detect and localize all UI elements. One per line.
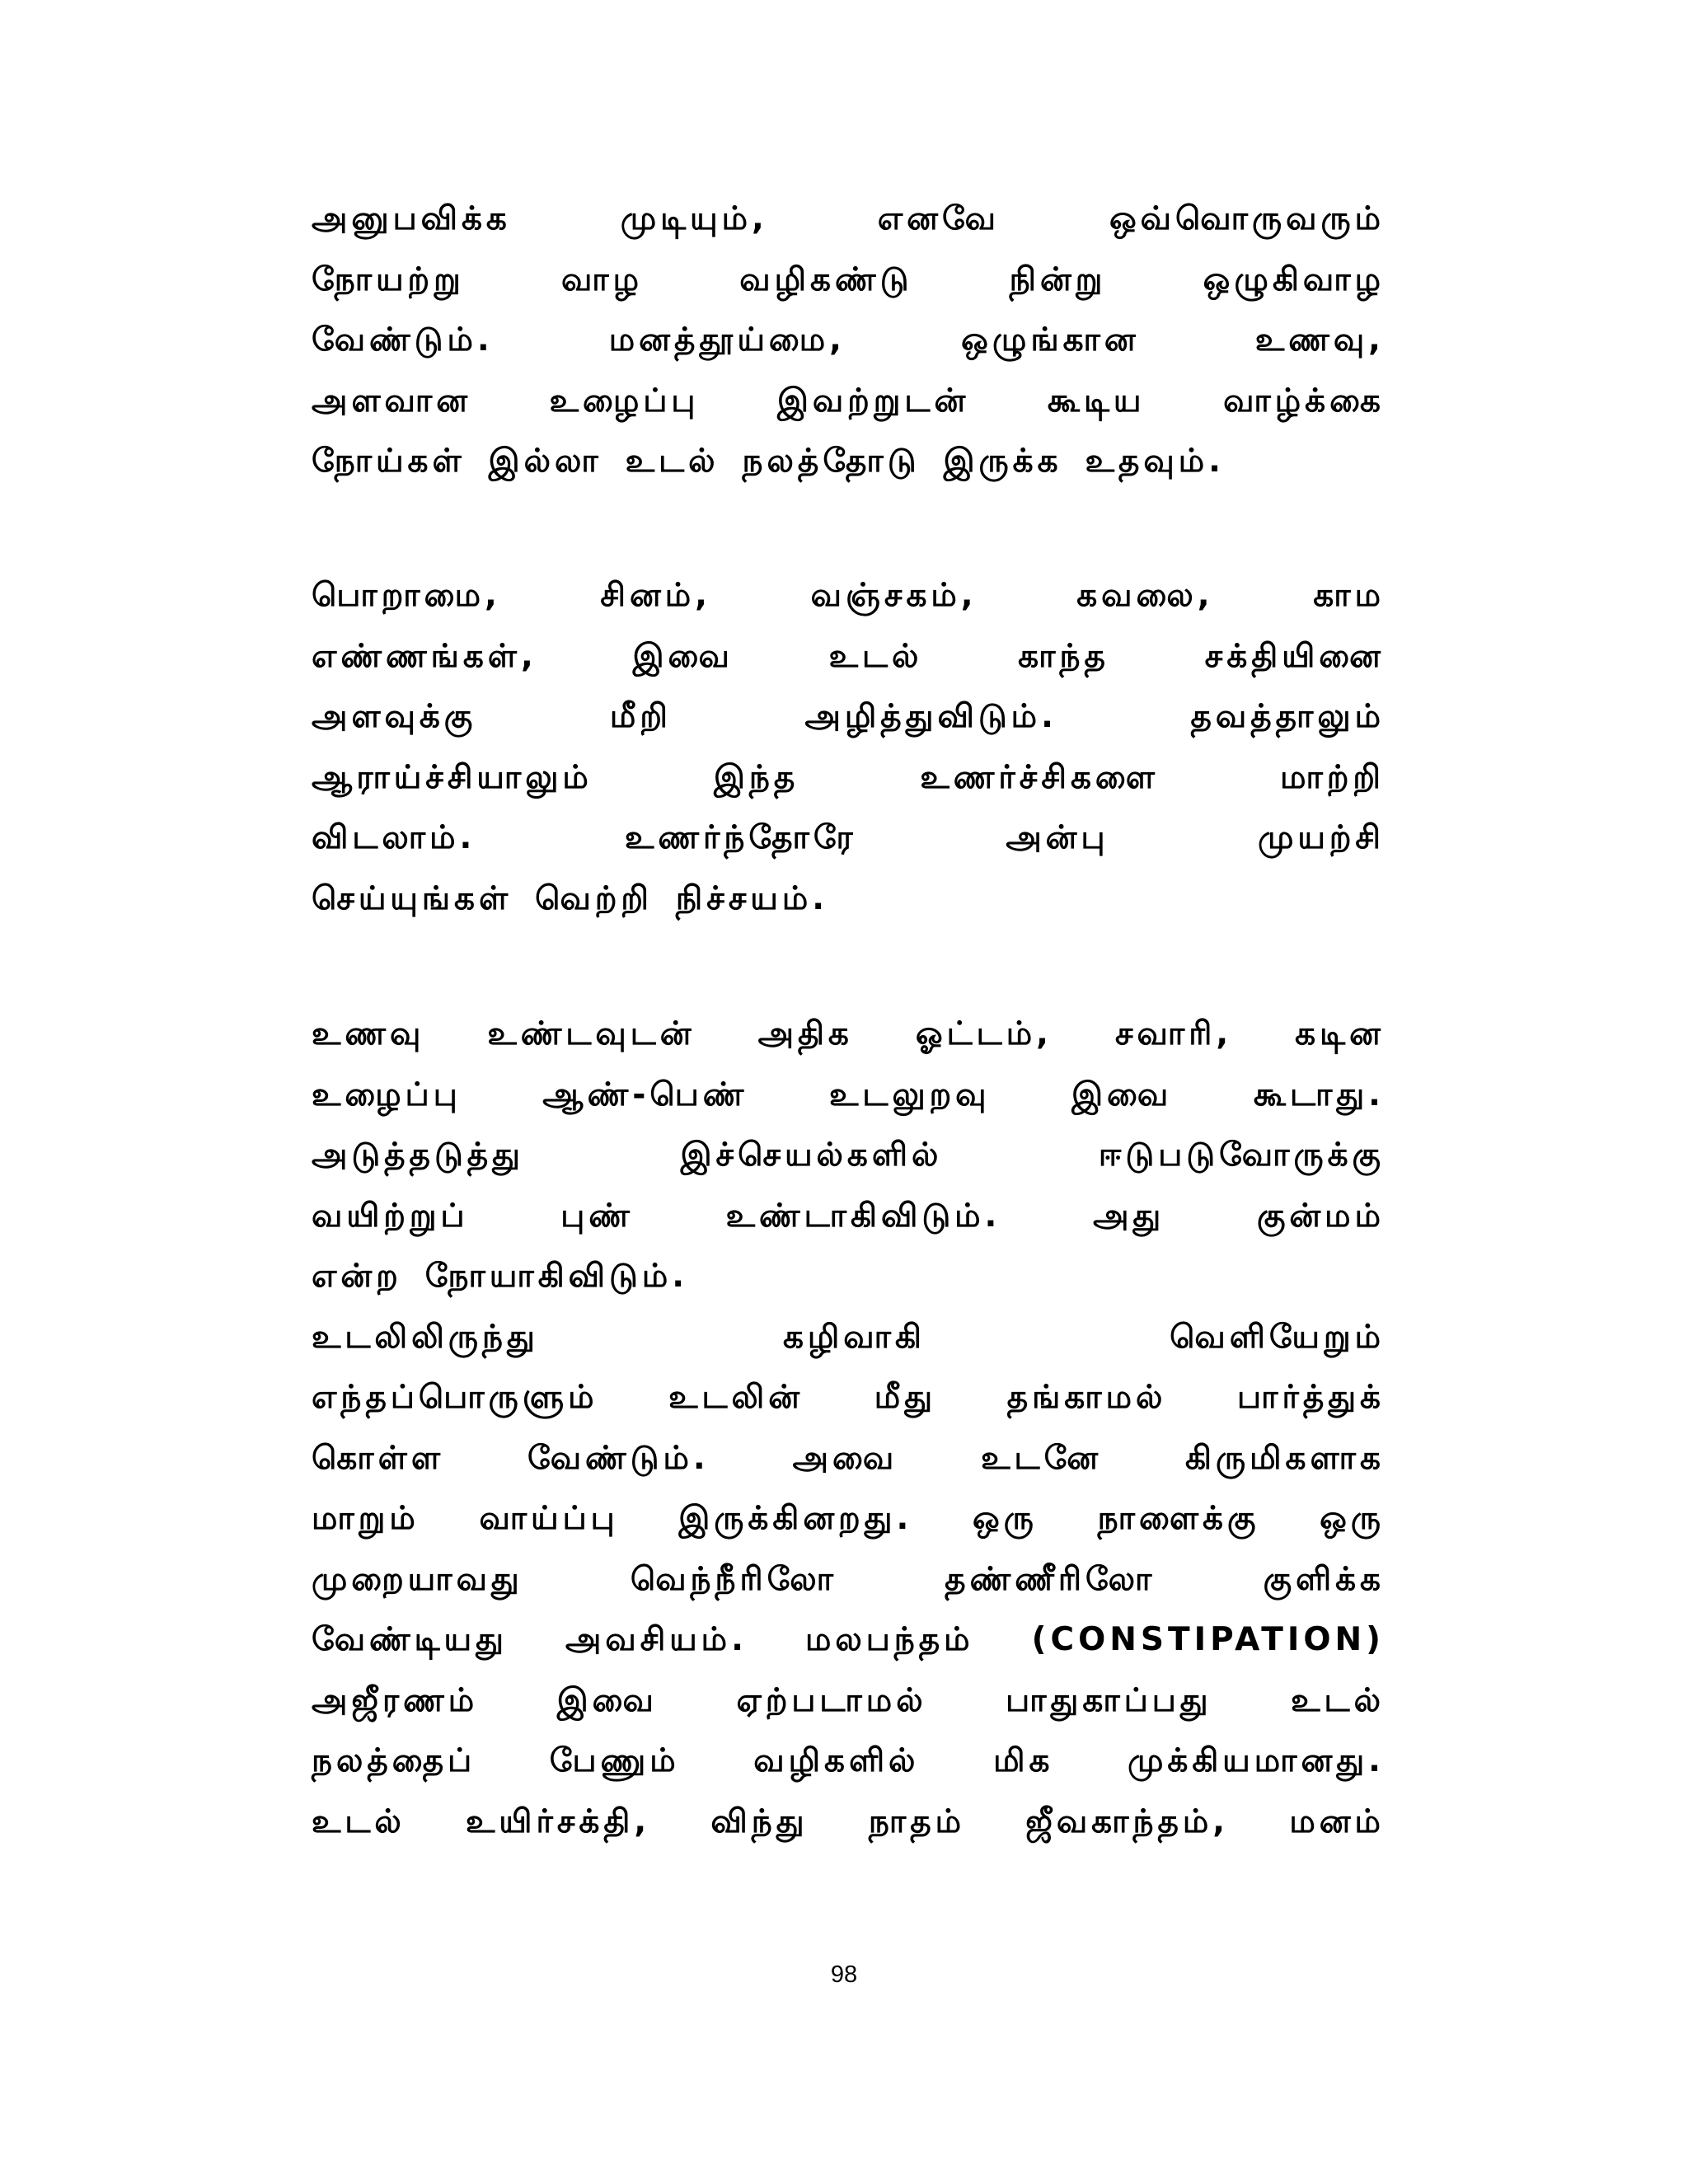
text-line [312, 378, 1385, 424]
word: ஈடுபடுவோருக்கு [1098, 1137, 1385, 1174]
word: நலத்தைப் [312, 1742, 476, 1779]
text-line [312, 1193, 1385, 1240]
word: இவை [1071, 1076, 1173, 1113]
word: வயிற்றுப் [312, 1197, 469, 1235]
word: ஆண்-பெண் [542, 1076, 748, 1113]
word: நோய்கள் [312, 443, 466, 480]
word: முறையாவது [312, 1561, 523, 1598]
word: உயிர்சக்தி, [466, 1803, 651, 1840]
text-line [312, 1375, 1385, 1421]
text-line [312, 1678, 1385, 1724]
word: உழைப்பு [312, 1076, 462, 1113]
word: உடலுறவு [829, 1076, 991, 1113]
word: உடல் [625, 443, 720, 480]
text-line [312, 1011, 1385, 1057]
word: கழிவாகி [782, 1319, 926, 1356]
word: இவை [556, 1682, 658, 1719]
word: உண்டவுடன் [487, 1015, 696, 1052]
word: என்ற [312, 1258, 402, 1295]
word: முடியும், [620, 200, 768, 237]
word: குன்மம் [1256, 1197, 1385, 1235]
text-line [312, 694, 1385, 740]
word: பேணும் [549, 1742, 680, 1779]
word: மாறும் [312, 1500, 420, 1537]
word: இவற்றுடன் [777, 382, 970, 419]
word: பொறாமை, [312, 577, 501, 614]
text-line [312, 317, 1385, 363]
word: உணவு [312, 1015, 425, 1052]
text-line [312, 438, 1385, 485]
text-line [312, 1072, 1385, 1118]
word: நாதம் [868, 1803, 966, 1840]
word: ஒரு [973, 1500, 1038, 1537]
word: நலத்தோடு [742, 443, 921, 480]
text-line [312, 755, 1385, 801]
word: உணர்ச்சிகளை [920, 759, 1159, 796]
word: கவலை, [1076, 577, 1214, 614]
word: சவாரி, [1114, 1015, 1233, 1052]
word: அவசியம். [565, 1621, 748, 1658]
word: நாளைக்கு [1097, 1500, 1260, 1537]
word: (CONSTIPATION) [1031, 1621, 1385, 1658]
word: ஜீவகாந்தம், [1025, 1803, 1230, 1840]
text-line [312, 876, 1385, 922]
word: பார்த்துக் [1237, 1379, 1385, 1416]
word: மீது [874, 1379, 937, 1416]
word: இச்செயல்களில் [680, 1137, 943, 1174]
word: கடின [1295, 1015, 1385, 1052]
word: வழிகளில் [753, 1742, 920, 1779]
word: வெளியேறும் [1170, 1319, 1385, 1356]
word: அனுபவிக்க [312, 200, 511, 237]
word: அதிக [757, 1015, 853, 1052]
word: தவத்தாலும் [1190, 698, 1385, 735]
text-line [312, 1436, 1385, 1482]
word: நோயாகிவிடும். [424, 1258, 689, 1295]
word: செய்யுங்கள் [312, 880, 513, 917]
word: மிக [993, 1742, 1054, 1779]
word: இந்த [713, 759, 799, 796]
word: சக்தியினை [1204, 638, 1385, 675]
word: உடனே [981, 1440, 1103, 1477]
word: எனவே [877, 200, 1000, 237]
word: உதவும். [1085, 443, 1225, 480]
word: கூடிய [1047, 382, 1146, 419]
text-line [312, 257, 1385, 303]
word: வெந்நீரிலோ [630, 1561, 838, 1598]
word: வழிகண்டு [739, 261, 913, 298]
word: அழித்துவிடும். [804, 698, 1057, 735]
word: உணவு, [1254, 321, 1385, 359]
word: உழைப்பு [549, 382, 700, 419]
word: இருக்கினறது. [678, 1500, 913, 1537]
word: அன்பு [1006, 819, 1109, 856]
word: புண் [560, 1197, 634, 1235]
word: நின்று [1009, 261, 1107, 298]
text-line [312, 1799, 1385, 1845]
word: ஆராய்ச்சியாலும் [312, 759, 593, 796]
word: இவை [632, 638, 734, 675]
word: மனம் [1289, 1803, 1385, 1840]
word: முயற்சி [1258, 819, 1385, 856]
word: வெற்றி [535, 880, 653, 917]
text-line [312, 573, 1385, 619]
word: வேண்டியது [312, 1621, 508, 1658]
word: வாய்ப்பு [479, 1500, 619, 1537]
word: மீறி [609, 698, 672, 735]
word: ஒழுங்கான [961, 321, 1140, 359]
word: பாதுகாப்பது [1006, 1682, 1212, 1719]
word: ஏற்படாமல் [736, 1682, 927, 1719]
word: வாழ்க்கை [1223, 382, 1385, 419]
word: உடலின் [668, 1379, 804, 1416]
word: ஒரு [1320, 1500, 1385, 1537]
word: இல்லா [488, 443, 603, 480]
word: தண்ணீரிலோ [945, 1561, 1156, 1598]
text-line [312, 815, 1385, 861]
word: கிருமிகளாக [1185, 1440, 1385, 1477]
word: முக்கியமானது. [1128, 1742, 1385, 1779]
word: உணர்ந்தோரே [624, 819, 857, 856]
word: கூடாது. [1253, 1076, 1385, 1113]
word: அளவுக்கு [312, 698, 477, 735]
text-line [312, 1254, 1385, 1300]
word: விடலாம். [312, 819, 476, 856]
word: உண்டாகிவிடும். [725, 1197, 1001, 1235]
word: வஞ்சகம், [810, 577, 978, 614]
word: உடல் [312, 1803, 406, 1840]
text-line [312, 634, 1385, 680]
text-line [312, 196, 1385, 242]
word: எண்ணங்கள், [312, 638, 537, 675]
word: வேண்டும். [312, 321, 494, 359]
text-line [312, 1132, 1385, 1179]
text-line [312, 1738, 1385, 1784]
word: உடல் [1291, 1682, 1385, 1719]
word: மாற்றி [1280, 759, 1385, 796]
word: ஓட்டம், [915, 1015, 1053, 1052]
word: ஒவ்வொருவரும் [1109, 200, 1385, 237]
word: நோயற்று [312, 261, 465, 298]
word: அளவான [312, 382, 472, 419]
word: காந்த [1018, 638, 1109, 675]
word: குளிக்க [1263, 1561, 1385, 1598]
word: வாழ [560, 261, 644, 298]
word: உடல் [828, 638, 923, 675]
word: கொள்ள [312, 1440, 445, 1477]
text-line [312, 1617, 1385, 1663]
word: மலபந்தம் [804, 1621, 974, 1658]
word: அது [1093, 1197, 1165, 1235]
word: சினம், [600, 577, 711, 614]
word: அஜீரணம் [312, 1682, 479, 1719]
text-line [312, 1315, 1385, 1361]
page-number: 98 [830, 1961, 858, 1988]
word: அவை [792, 1440, 898, 1477]
word: மனத்தூய்மை, [608, 321, 846, 359]
word: விந்து [710, 1803, 809, 1840]
text-line [312, 1557, 1385, 1603]
text-line [312, 1496, 1385, 1542]
word: உடலிலிருந்து [312, 1319, 539, 1356]
word: வேண்டும். [528, 1440, 710, 1477]
word: ஒழுகிவாழ [1203, 261, 1385, 298]
word: நிச்சயம். [675, 880, 829, 917]
word: காம [1313, 577, 1385, 614]
word: அடுத்தடுத்து [312, 1137, 524, 1174]
word: இருக்க [943, 443, 1062, 480]
word: தங்காமல் [1006, 1379, 1167, 1416]
word: எந்தப்பொருளும் [312, 1379, 598, 1416]
